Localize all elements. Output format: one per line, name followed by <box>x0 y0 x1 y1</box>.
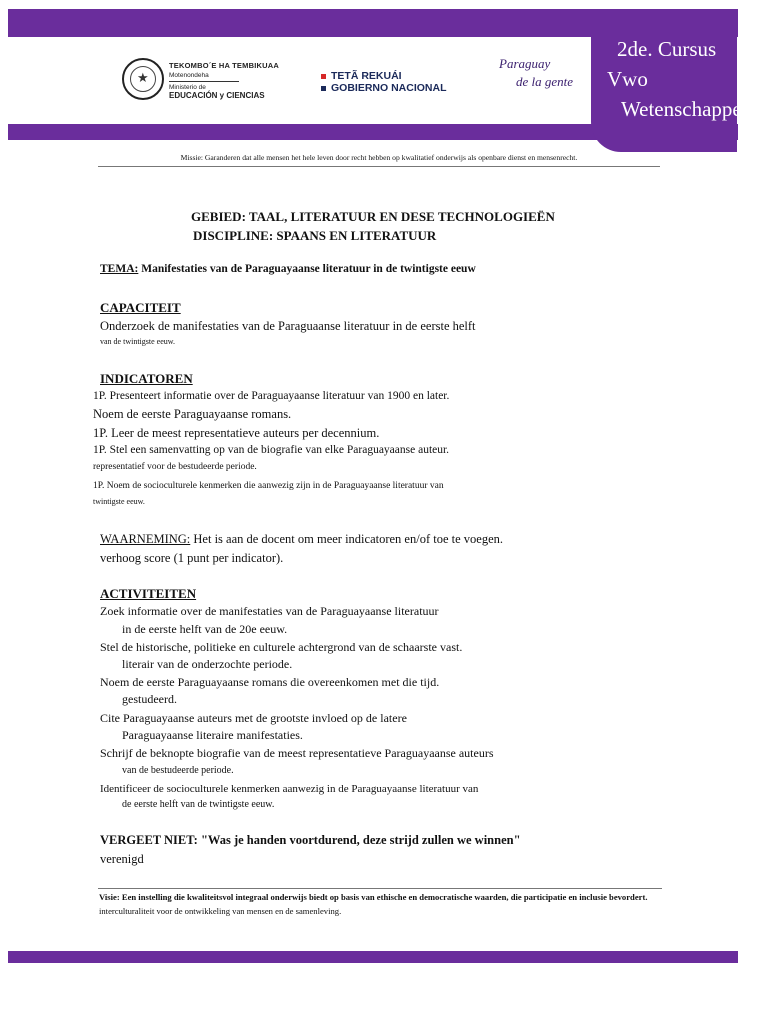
indicator-item: Noem de eerste Paraguayaanse romans. <box>93 407 292 421</box>
discipline-heading: DISCIPLINE: SPAANS EN LITERATUUR <box>193 228 437 243</box>
reminder-heading: VERGEET NIET: "Was je handen voortdurend, deze strijd zullen we winnen" <box>100 833 521 847</box>
red-square-icon <box>321 74 326 79</box>
indicators-title: INDICATOREN <box>100 371 193 386</box>
activity-item: Stel de historische, politieke en culturele achtergrond van de schaarste vast. <box>100 640 463 654</box>
activity-item-cont: in de eerste helft van de 20e eeuw. <box>122 622 288 636</box>
theme-label: TEMA: <box>100 263 139 275</box>
activity-item: Zoek informatie over de manifestaties van de Paraguayaanse literatuur <box>100 604 439 618</box>
government-logo <box>321 70 447 94</box>
activity-item-cont: gestudeerd. <box>122 692 177 706</box>
government-logo-line1: TETÃ REKUÁI <box>331 70 402 82</box>
observation-line2: verhoog score (1 punt per indicator). <box>100 551 284 565</box>
ministry-logo-line2: Motenondeha <box>169 72 209 79</box>
indicator-item: twintigste eeuw. <box>93 497 145 506</box>
capacity-text-line1: Onderzoek de manifestaties van de Paraguaanse literatuur in de eerste helft <box>100 319 476 333</box>
indicator-item: 1P. Presenteert informatie over de Paraguayaanse literatuur van 1900 en later. <box>93 390 450 402</box>
theme-line <box>100 263 476 275</box>
observation-line1 <box>100 532 503 547</box>
indicator-item: 1P. Leer de meest representatieve auteurs per decennium. <box>93 426 380 440</box>
footer-brand-bar <box>8 951 738 963</box>
activity-item: Cite Paraguayaanse auteurs met de grootste invloed op de latere <box>100 711 407 725</box>
ministry-logo <box>169 61 279 100</box>
vision-divider <box>98 888 662 889</box>
observation-text: Het is aan de docent om meer indicatoren en/of toe te voegen. <box>190 532 504 546</box>
course-label-line2: Vwo <box>607 67 648 91</box>
activity-item-cont: van de bestudeerde periode. <box>122 765 234 776</box>
mission-statement: Missie: Garanderen dat alle mensen het hele leven door recht hebben op kwalitatief onderwijs als openbare dienst en mensenrecht. <box>98 153 660 167</box>
indicator-item: representatief voor de bestudeerde periode. <box>93 462 257 472</box>
activity-item-cont: Paraguayaanse literaire manifestaties. <box>122 728 303 742</box>
pyg-logo-line1: Paraguay <box>499 56 551 71</box>
course-label-line3: Wetenschappen <box>621 97 753 121</box>
blue-square-icon <box>321 86 326 91</box>
vision-statement-line2: interculturaliteit voor de ontwikkeling van mensen en de samenleving. <box>99 906 342 916</box>
pyg-logo-line2: de la gente <box>516 74 574 89</box>
activity-item: Noem de eerste Paraguayaanse romans die overeenkomen met die tijd. <box>100 675 440 689</box>
observation-label: WAARNEMING: <box>100 532 191 546</box>
capacity-title: CAPACITEIT <box>100 300 181 315</box>
reminder-text: verenigd <box>100 852 144 866</box>
activity-item-cont: de eerste helft van de twintigste eeuw. <box>122 799 275 810</box>
government-logo-line2: GOBIERNO NACIONAL <box>331 82 447 94</box>
ministry-logo-line3: Ministerio de <box>169 84 206 91</box>
activity-item: Schrijf de beknopte biografie van de meest representatieve Paraguayaanse auteurs <box>100 746 494 760</box>
vision-statement-line1: Visie: Een instelling die kwaliteitsvol integraal onderwijs biedt op basis van ethische en democratische waarden, die participatie en inclusie bevordert. <box>99 892 648 902</box>
capacity-text-line2: van de twintigste eeuw. <box>100 337 176 346</box>
course-label-box <box>591 30 753 152</box>
ministry-logo-line4: EDUCACIÓN y CIENCIAS <box>169 91 265 100</box>
activity-item-cont: literair van de onderzochte periode. <box>122 657 293 671</box>
ministry-logo-line1: TEKOMBO´E HA TEMBIKUAA <box>169 61 279 70</box>
indicator-item: 1P. Noem de socioculturele kenmerken die aanwezig zijn in de Paraguayaanse literatuur van <box>93 481 444 491</box>
activities-title: ACTIVITEITEN <box>100 586 197 601</box>
theme-text: Manifestaties van de Paraguayaanse literatuur in de twintigste eeuw <box>138 263 476 275</box>
paraguay-de-la-gente-logo <box>499 56 573 90</box>
area-heading: GEBIED: TAAL, LITERATUUR EN DESE TECHNOLOGIEËN <box>191 209 555 224</box>
activity-item: Identificeer de socioculturele kenmerken aanwezig in de Paraguayaanse literatuur van <box>100 783 479 795</box>
indicator-item: 1P. Stel een samenvatting op van de biografie van elke Paraguayaanse auteur. <box>93 444 450 456</box>
national-seal-icon <box>122 58 164 100</box>
course-label-line1: 2de. Cursus <box>617 37 717 61</box>
